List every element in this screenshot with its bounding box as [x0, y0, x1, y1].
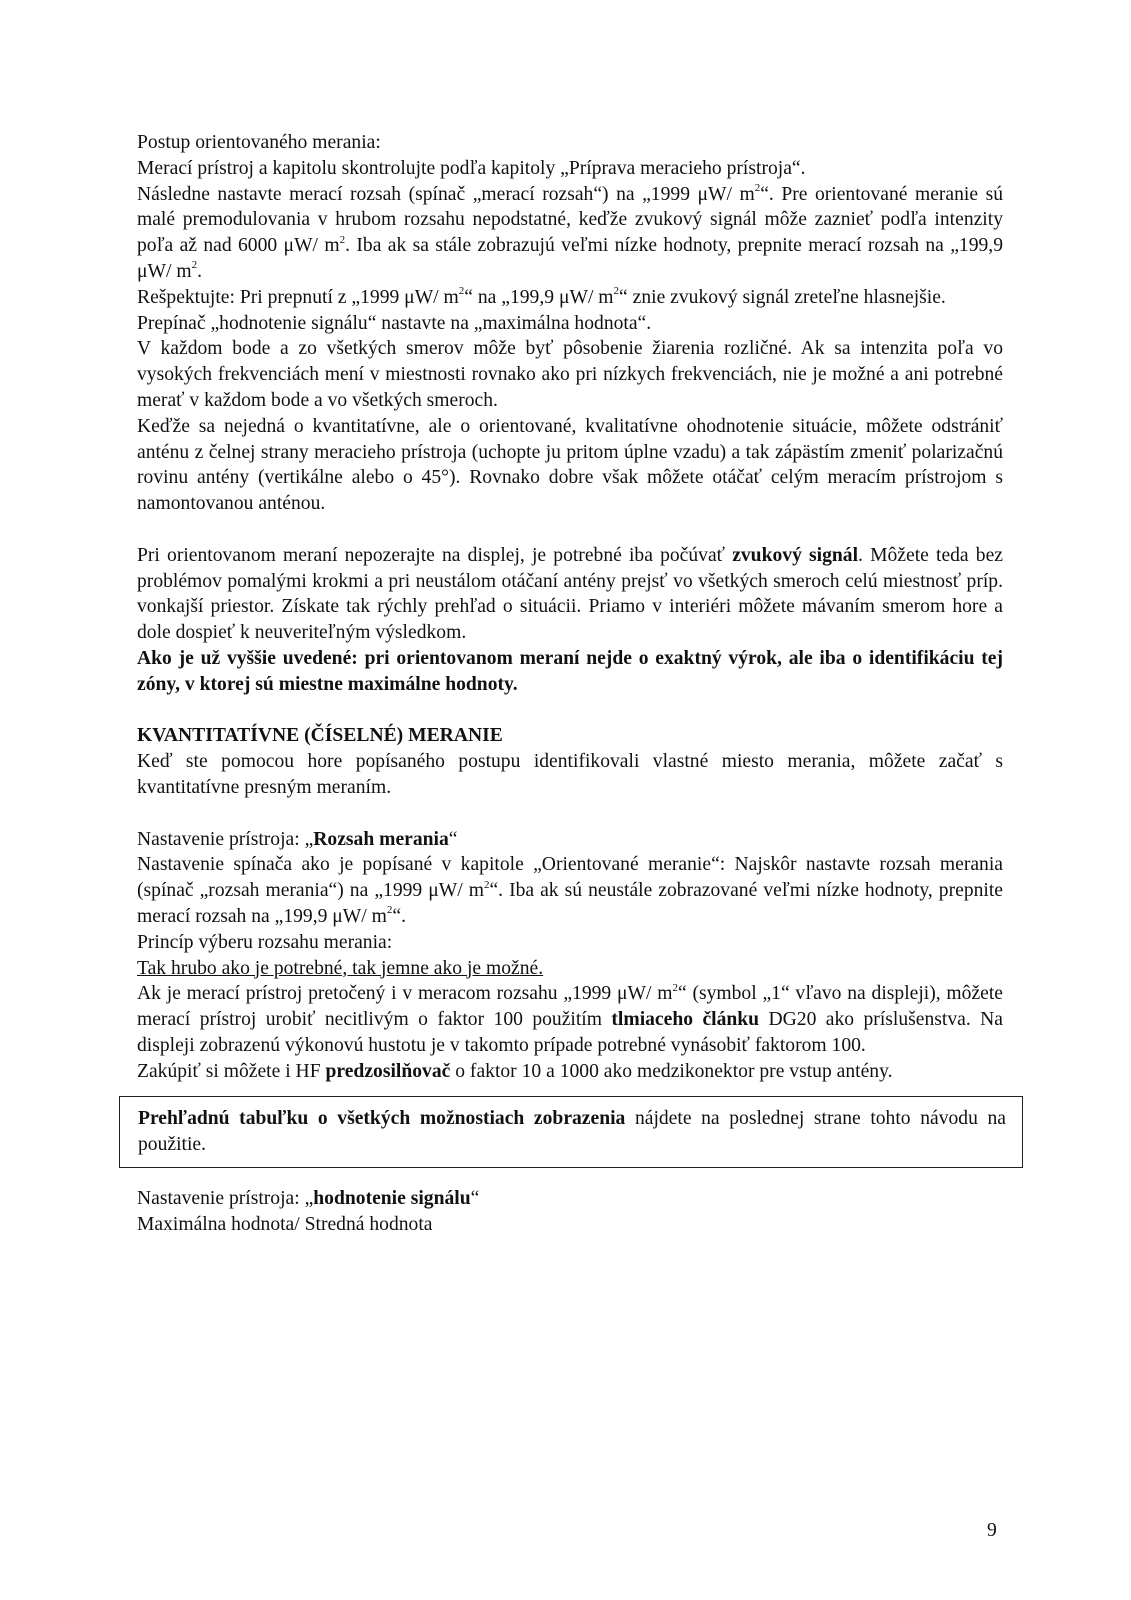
spacer — [137, 801, 1003, 827]
paragraph-switch-setting: Nastavenie spínača ako je popísané v kapitole „Orientované meranie“: Najskôr nastavte rozsah merania (spínač „rozsah merania“) na „1999 μW/ $m^2“$. Iba ak sú neustále zobrazované veľmi nízke hodnoty, prepnite merací rozsah na „199,9 μW/ $m^2“$. — [137, 854, 1004, 927]
info-box-text: Prehľadnú tabuľku o všetkých možnostiach zobrazenia nájdete na poslednej strane tohto návodu na použitie. — [138, 1108, 1006, 1156]
paragraph-bold-summary: Ako je už vyššie uvedené: pri orientovanom meraní nejde o exaktný výrok, ale iba o identifikáciu tej zóny, v ktorej sú miestne maximálne hodnoty. — [137, 647, 1003, 695]
paragraph-listen-signal: Pri orientovanom meraní nepozerajte na displej, je potrebné iba počúvať zvukový signál. Môžete teda bez problémov pomalými krokmi a pri neustálom otáčaní antény prejsť vo všetkých smeroch celú miestnosť príp. vonkajší priestor. Získate tak rýchly prehľad o situácii. Priamo v interiéri môžete mávaním smerom hore a dole dospieť k neuveriteľným výsledkom. — [137, 544, 1003, 644]
paragraph-signal-switch: Prepínač „hodnotenie signálu“ nastavte na „maximálna hodnota“. — [137, 312, 652, 334]
paragraph-quantitative-intro: Keď ste pomocou hore popísaného postupu identifikovali vlastné miesto merania, môžete začať s kvantitatívne presným meraním. — [137, 751, 1003, 798]
paragraph-check-device: Merací prístroj a kapitolu skontrolujte podľa kapitoly „Príprava meracieho prístroja“. — [137, 157, 806, 179]
paragraph-antenna-polarization: Keďže sa nejedná o kvantitatívne, ale o orientované, kvalitatívne ohodnotenie situácie, môžete odstrániť anténu z čelnej strany meracieho prístroja (uchopte ju pritom úplne vzadu) a tak zápästím zmeniť polarizačnú rovinu antény (vertikálne alebo o 45°). Rovnako dobre však môžete otáčať celým meracím prístrojom s namontovanou anténou. — [137, 415, 1003, 515]
setting-label-signal: Nastavenie prístroja: „hodnotenie signálu“ — [137, 1188, 480, 1210]
paragraph-attenuator: Ak je merací prístroj pretočený i v meracom rozsahu „1999 μW/ $m^2“$ (symbol „1“ vľavo na displeji), môžete merací prístroj urobiť necitlivým o faktor 100 použitím tlmiaceho článku DG20 ako príslušenstva. Na displeji zobrazenú výkonovú hustotu je v takomto prípade potrebné vynásobiť faktorom 100. — [137, 981, 1003, 1056]
paragraph-signal-values: Maximálna hodnota/ Stredná hodnota — [137, 1213, 433, 1235]
procedure-title: Postup orientovaného merania: — [137, 132, 381, 153]
paragraph-set-range: Následne nastavte merací rozsah (spínač „merací rozsah“) na „1999 μW/ $m^2“$. Pre orientované meranie sú malé premodulovania v hrubom rozsahu nepodstatné, keďže zvukový signál môže zaznieť podľa intenzity poľa až nad 6000 μW/ $m^2$. Iba ak sa stále zobrazujú veľmi nízke hodnoty, prepnite merací rozsah na „199,9 μW/ $m^2$. — [137, 182, 1004, 282]
paragraph-preamplifier: Zakúpiť si môžete i HF predzosilňovač o faktor 10 a 1000 ako medzikonektor pre vstup antény. — [137, 1060, 893, 1082]
setting-label-range: Nastavenie prístroja: „Rozsah merania“ — [137, 828, 458, 850]
page-number: 9 — [987, 1520, 997, 1541]
paragraph-range-principle: Princíp výberu rozsahu merania: — [137, 931, 393, 953]
paragraph-radiation-directions: V každom bode a zo všetkých smerov môže byť pôsobenie žiarenia rozličné. Ak sa intenzita poľa vo vysokých frekvenciách mení v miestnosti rovnako ako pri nízkych frekvenciách, nie je možné a ani potrebné merať v každom bode a vo všetkých smeroch. — [137, 338, 1003, 411]
paragraph-principle-rule: Tak hrubo ako je potrebné, tak jemne ako je možné. — [137, 957, 544, 979]
section-heading-quantitative: KVANTITATÍVNE (ČÍSELNÉ) MERANIE — [137, 725, 503, 747]
paragraph-note-switching: Rešpektujte: Pri prepnutí z „1999 μW/ $m^2“$ na „199,9 μW/ $m^2“$ znie zvukový signál zreteľne hlasnejšie. — [137, 285, 946, 308]
spacer — [137, 698, 1003, 724]
document-page — [137, 130, 1006, 1238]
info-box — [119, 1096, 1023, 1168]
spacer — [137, 517, 1003, 543]
